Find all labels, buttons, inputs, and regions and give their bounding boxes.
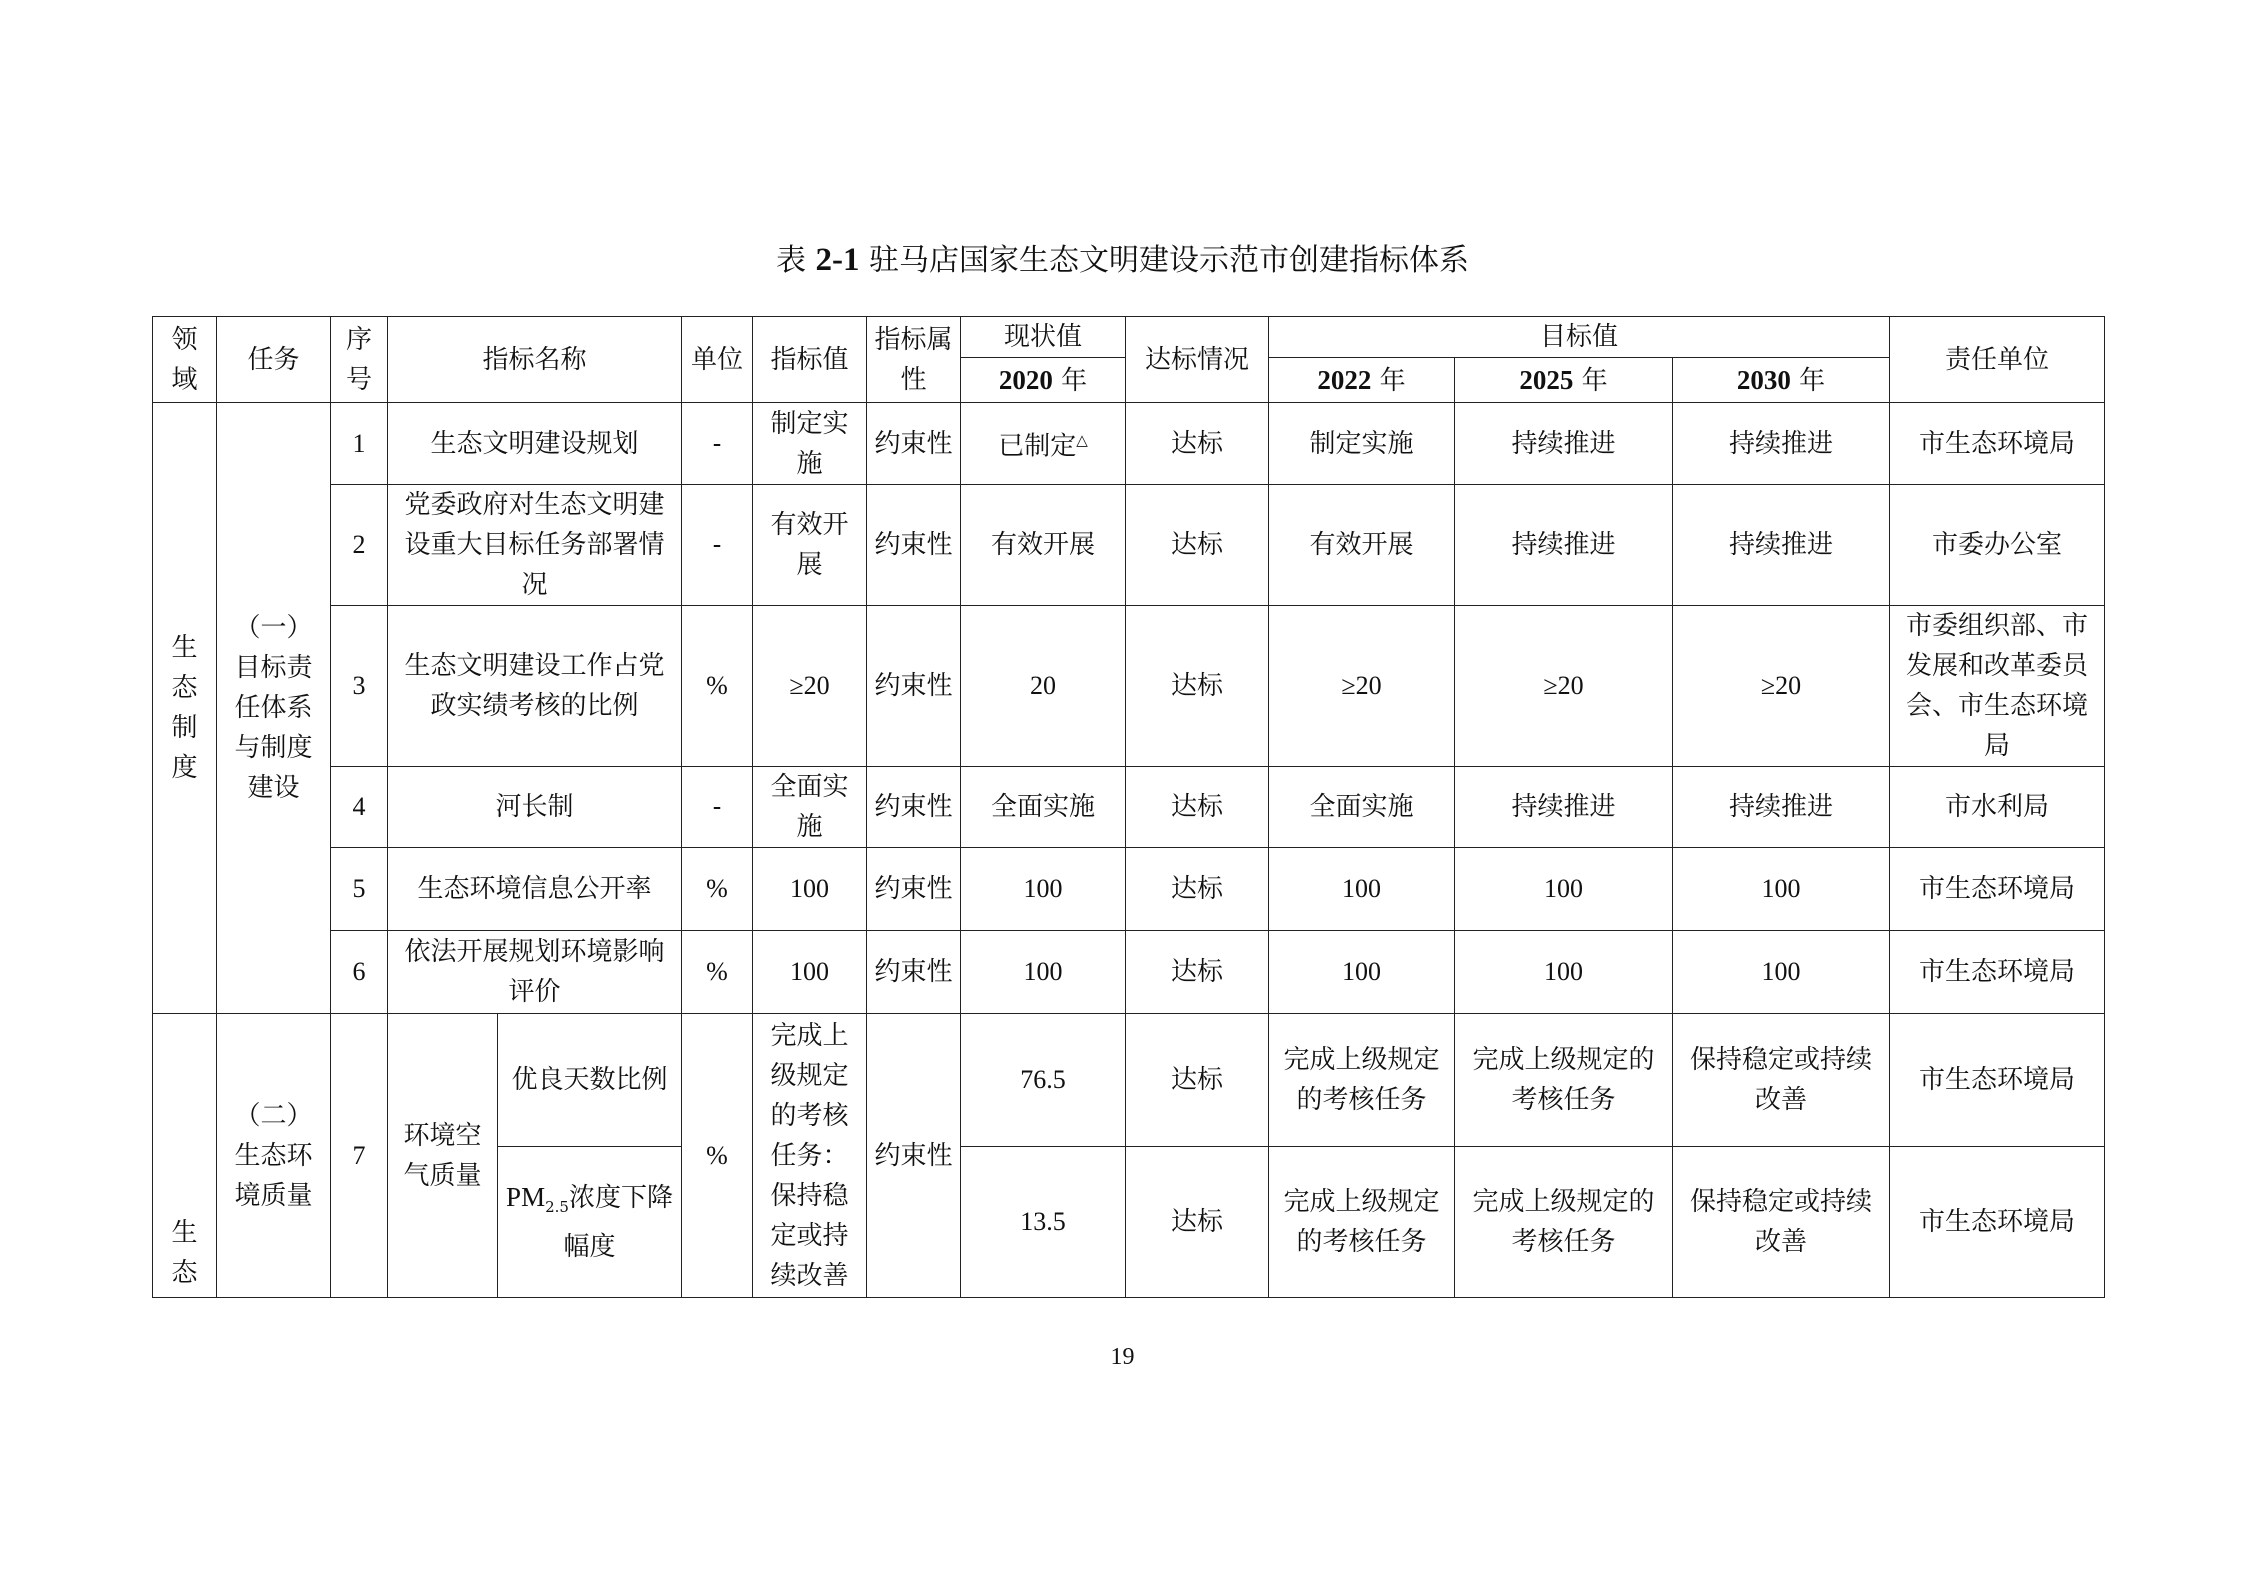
responsible-cell: 市生态环境局 xyxy=(1890,931,2105,1014)
unit-cell: - xyxy=(682,403,753,485)
responsible-cell: 市生态环境局 xyxy=(1890,1014,2105,1147)
current-cell: 76.5 xyxy=(961,1014,1126,1147)
name-cell: 党委政府对生态文明建设重大目标任务部署情况 xyxy=(388,485,682,606)
table-row xyxy=(153,767,2105,848)
attr-cell: 约束性 xyxy=(867,848,961,931)
status-cell: 达标 xyxy=(1126,485,1269,606)
attr-cell: 约束性 xyxy=(867,485,961,606)
goal-2030-cell: 持续推进 xyxy=(1673,767,1890,848)
target-cell: 有效开展 xyxy=(753,485,867,606)
goal-2022-cell: 全面实施 xyxy=(1269,767,1455,848)
seq-cell: 7 xyxy=(331,1014,388,1298)
goal-2022-cell: 制定实施 xyxy=(1269,403,1455,485)
header-goal-year-2030: 2030 年 xyxy=(1673,358,1890,403)
header-attribute: 指标属性 xyxy=(867,317,961,403)
responsible-cell: 市生态环境局 xyxy=(1890,1147,2105,1298)
domain-cell: 生态制度 xyxy=(153,403,217,1014)
table-row xyxy=(153,485,2105,606)
goal-2025-cell: 完成上级规定的考核任务 xyxy=(1455,1014,1673,1147)
table-row xyxy=(153,403,2105,485)
goal-2030-cell: 100 xyxy=(1673,931,1890,1014)
table-title xyxy=(0,238,2245,283)
table-row xyxy=(153,931,2105,1014)
goal-2030-cell: 保持稳定或持续改善 xyxy=(1673,1014,1890,1147)
header-responsible: 责任单位 xyxy=(1890,317,2105,403)
header-goal: 目标值 xyxy=(1269,317,1890,358)
header-current: 现状值 xyxy=(961,317,1126,358)
goal-2022-cell: ≥20 xyxy=(1269,606,1455,767)
goal-2022-cell: 100 xyxy=(1269,848,1455,931)
attr-cell: 约束性 xyxy=(867,606,961,767)
goal-2030-cell: 持续推进 xyxy=(1673,403,1890,485)
unit-cell: % xyxy=(682,848,753,931)
attr-cell: 约束性 xyxy=(867,403,961,485)
current-cell: 有效开展 xyxy=(961,485,1126,606)
status-cell: 达标 xyxy=(1126,1014,1269,1147)
goal-2025-cell: 100 xyxy=(1455,931,1673,1014)
name-cell: 生态环境信息公开率 xyxy=(388,848,682,931)
header-task: 任务 xyxy=(217,317,331,403)
current-cell: 100 xyxy=(961,848,1126,931)
seq-cell: 5 xyxy=(331,848,388,931)
goal-2025-cell: 持续推进 xyxy=(1455,767,1673,848)
unit-cell: % xyxy=(682,1014,753,1298)
seq-cell: 6 xyxy=(331,931,388,1014)
name-cell: 优良天数比例 xyxy=(498,1014,682,1147)
status-cell: 达标 xyxy=(1126,606,1269,767)
task-cell: （二）生态环境质量 xyxy=(217,1014,331,1298)
title-number: 2-1 xyxy=(815,242,860,278)
attr-cell: 约束性 xyxy=(867,767,961,848)
current-cell: 已制定△ xyxy=(961,403,1126,485)
responsible-cell: 市委办公室 xyxy=(1890,485,2105,606)
goal-2022-cell: 有效开展 xyxy=(1269,485,1455,606)
indicator-table xyxy=(152,316,2105,1298)
title-prefix: 表 xyxy=(775,243,806,278)
seq-cell: 3 xyxy=(331,606,388,767)
goal-2025-cell: ≥20 xyxy=(1455,606,1673,767)
current-cell: 全面实施 xyxy=(961,767,1126,848)
seq-cell: 4 xyxy=(331,767,388,848)
unit-cell: % xyxy=(682,606,753,767)
seq-cell: 2 xyxy=(331,485,388,606)
target-cell: 100 xyxy=(753,931,867,1014)
table-row xyxy=(153,606,2105,767)
header-status: 达标情况 xyxy=(1126,317,1269,403)
header-current-year: 2020 年 xyxy=(961,358,1126,403)
name-cell: $PM_{2.5}$浓度下降幅度 xyxy=(498,1147,682,1298)
target-cell: ≥20 xyxy=(753,606,867,767)
goal-2025-cell: 持续推进 xyxy=(1455,485,1673,606)
category-cell: 环境空气质量 xyxy=(388,1014,498,1298)
target-cell: 全面实施 xyxy=(753,767,867,848)
header-domain: 领域 xyxy=(153,317,217,403)
responsible-cell: 市委组织部、市发展和改革委员会、市生态环境局 xyxy=(1890,606,2105,767)
responsible-cell: 市生态环境局 xyxy=(1890,403,2105,485)
name-cell: 生态文明建设规划 xyxy=(388,403,682,485)
target-cell: 100 xyxy=(753,848,867,931)
name-cell: 生态文明建设工作占党政实绩考核的比例 xyxy=(388,606,682,767)
current-cell: 13.5 xyxy=(961,1147,1126,1298)
unit-cell: % xyxy=(682,931,753,1014)
goal-2030-cell: 100 xyxy=(1673,848,1890,931)
domain-cell: 生态 xyxy=(153,1014,217,1298)
goal-2025-cell: 持续推进 xyxy=(1455,403,1673,485)
status-cell: 达标 xyxy=(1126,848,1269,931)
status-cell: 达标 xyxy=(1126,403,1269,485)
status-cell: 达标 xyxy=(1126,1147,1269,1298)
current-cell: 100 xyxy=(961,931,1126,1014)
goal-2022-cell: 完成上级规定的考核任务 xyxy=(1269,1147,1455,1298)
goal-2022-cell: 完成上级规定的考核任务 xyxy=(1269,1014,1455,1147)
header-goal-year-2022: 2022 年 xyxy=(1269,358,1455,403)
name-cell: 河长制 xyxy=(388,767,682,848)
header-goal-year-2025: 2025 年 xyxy=(1455,358,1673,403)
header-target-value: 指标值 xyxy=(753,317,867,403)
table-row xyxy=(153,848,2105,931)
unit-cell: - xyxy=(682,767,753,848)
goal-2022-cell: 100 xyxy=(1269,931,1455,1014)
unit-cell: - xyxy=(682,485,753,606)
goal-2030-cell: ≥20 xyxy=(1673,606,1890,767)
responsible-cell: 市水利局 xyxy=(1890,767,2105,848)
header-unit: 单位 xyxy=(682,317,753,403)
table-row xyxy=(153,1014,2105,1147)
title-text: 驻马店国家生态文明建设示范市创建指标体系 xyxy=(869,243,1470,278)
seq-cell: 1 xyxy=(331,403,388,485)
status-cell: 达标 xyxy=(1126,767,1269,848)
task-cell: （一）目标责任体系与制度建设 xyxy=(217,403,331,1014)
header-name: 指标名称 xyxy=(388,317,682,403)
name-cell: 依法开展规划环境影响评价 xyxy=(388,931,682,1014)
header-seq: 序号 xyxy=(331,317,388,403)
goal-2025-cell: 100 xyxy=(1455,848,1673,931)
attr-cell: 约束性 xyxy=(867,1014,961,1298)
target-cell: 完成上级规定的考核任务：保持稳定或持续改善 xyxy=(753,1014,867,1298)
attr-cell: 约束性 xyxy=(867,931,961,1014)
current-cell: 20 xyxy=(961,606,1126,767)
status-cell: 达标 xyxy=(1126,931,1269,1014)
goal-2025-cell: 完成上级规定的考核任务 xyxy=(1455,1147,1673,1298)
goal-2030-cell: 保持稳定或持续改善 xyxy=(1673,1147,1890,1298)
page-number: 19 xyxy=(1110,1344,1135,1370)
responsible-cell: 市生态环境局 xyxy=(1890,848,2105,931)
header-row xyxy=(153,317,2105,358)
target-cell: 制定实施 xyxy=(753,403,867,485)
triangle-mark: △ xyxy=(1076,431,1088,450)
goal-2030-cell: 持续推进 xyxy=(1673,485,1890,606)
